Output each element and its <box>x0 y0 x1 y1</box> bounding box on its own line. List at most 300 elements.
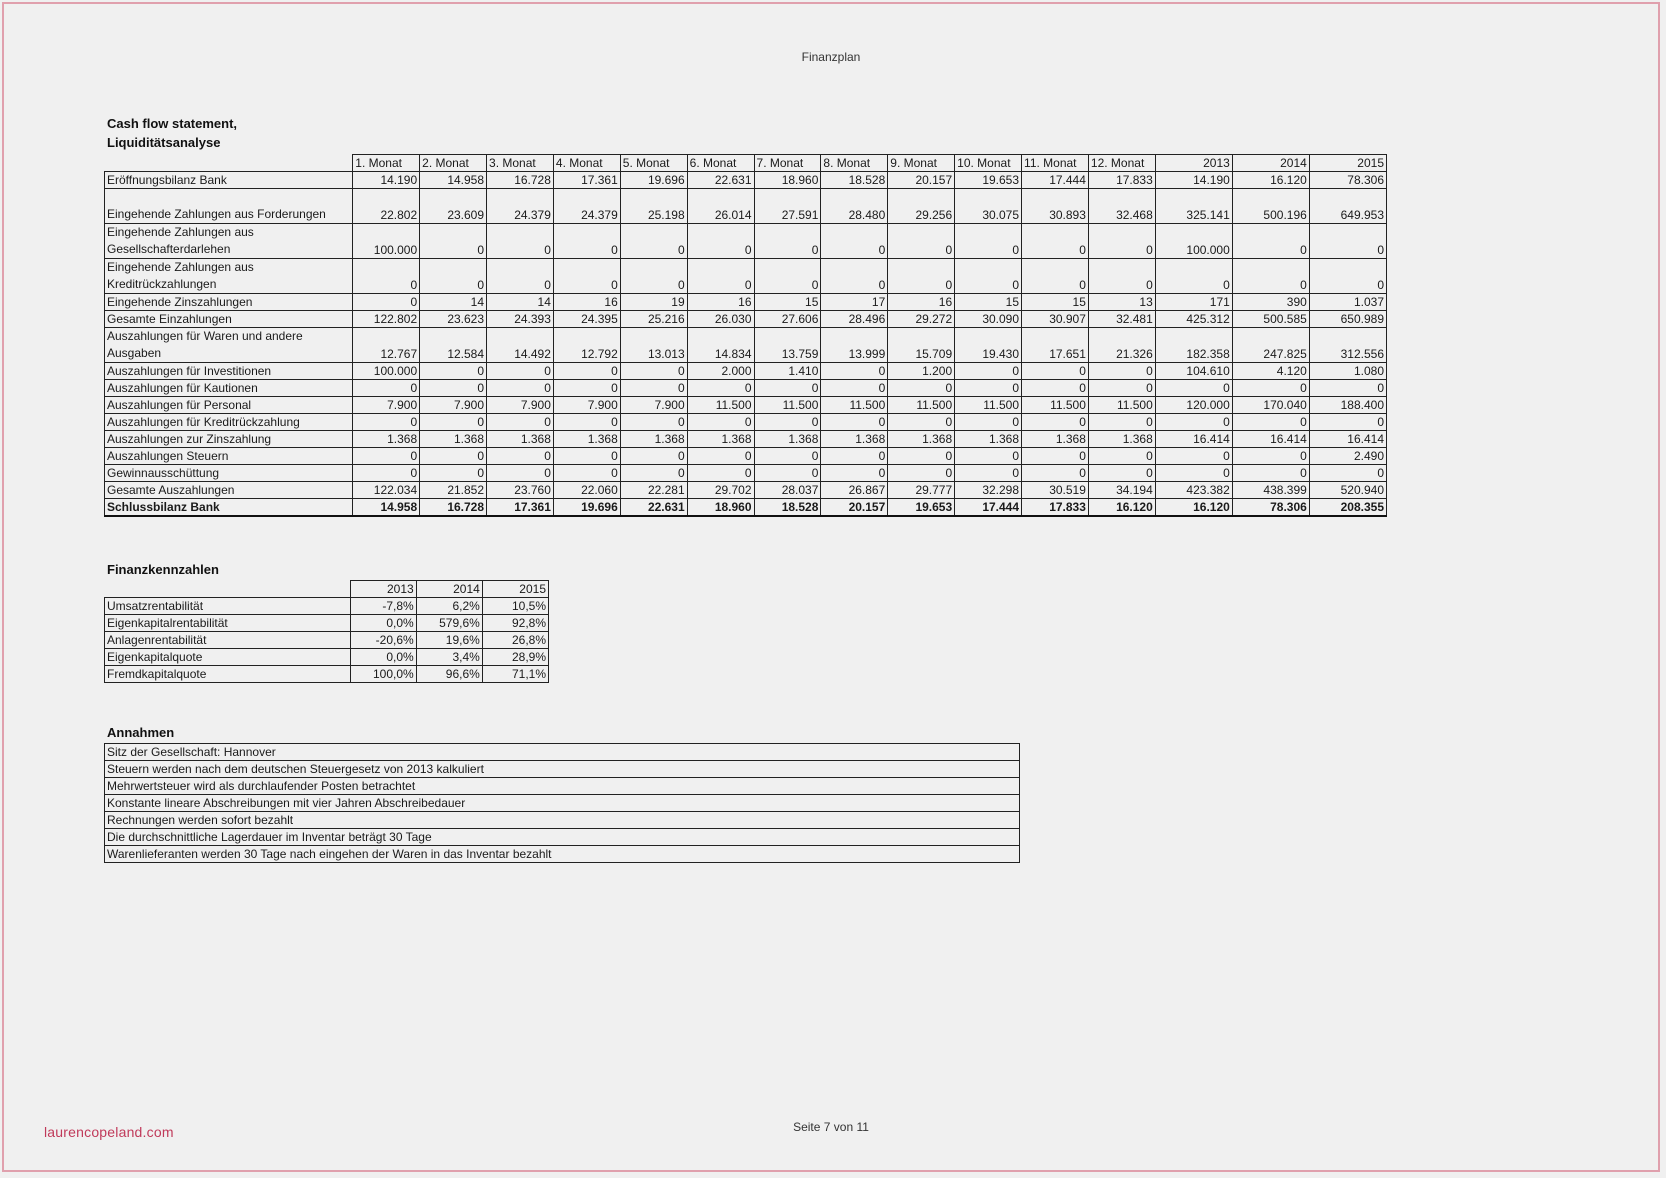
value-cell: 0 <box>1022 224 1089 259</box>
table-row <box>105 482 1387 499</box>
row-label: Auszahlungen für Investitionen <box>105 363 353 380</box>
value-cell: 11.500 <box>1088 397 1155 414</box>
value-cell: -20,6% <box>350 632 416 649</box>
value-cell: 0 <box>420 224 487 259</box>
table-row <box>105 189 1387 224</box>
cashflow-table <box>104 154 1387 517</box>
value-cell: 0 <box>888 380 955 397</box>
value-cell: 13.759 <box>754 328 821 363</box>
assumption-text: Sitz der Gesellschaft: Hannover <box>105 744 1020 761</box>
value-cell: 30.519 <box>1022 482 1089 499</box>
value-cell: 1.037 <box>1309 294 1386 311</box>
value-cell: 0 <box>487 380 554 397</box>
column-header: 2014 <box>416 581 482 598</box>
value-cell: 7.900 <box>487 397 554 414</box>
row-label: Gewinnausschüttung <box>105 465 353 482</box>
value-cell: 11.500 <box>888 397 955 414</box>
row-label: Gesamte Einzahlungen <box>105 311 353 328</box>
value-cell: 0 <box>1309 414 1386 431</box>
value-cell: 11.500 <box>955 397 1022 414</box>
value-cell: 34.194 <box>1088 482 1155 499</box>
value-cell: 17.833 <box>1022 499 1089 517</box>
value-cell: 26.014 <box>687 189 754 224</box>
value-cell: 0 <box>487 465 554 482</box>
value-cell: 0 <box>420 363 487 380</box>
table-row <box>105 397 1387 414</box>
value-cell: 0 <box>821 363 888 380</box>
assumption-text: Warenlieferanten werden 30 Tage nach eingehen der Waren in das Inventar bezahlt <box>105 846 1020 863</box>
row-label: Auszahlungen für Kautionen <box>105 380 353 397</box>
table-row <box>105 380 1387 397</box>
row-label: Eröffnungsbilanz Bank <box>105 172 353 189</box>
value-cell: 0 <box>1088 414 1155 431</box>
value-cell: 13 <box>1088 294 1155 311</box>
row-label: Auszahlungen für Waren und andere Ausgaben <box>105 328 353 363</box>
value-cell: 12.767 <box>353 328 420 363</box>
value-cell: 22.631 <box>687 172 754 189</box>
column-header: 5. Monat <box>620 155 687 172</box>
value-cell: 0 <box>821 259 888 294</box>
value-cell: 0 <box>353 380 420 397</box>
value-cell: 10,5% <box>482 598 548 615</box>
value-cell: 0 <box>1309 259 1386 294</box>
value-cell: 27.606 <box>754 311 821 328</box>
value-cell: 13.013 <box>620 328 687 363</box>
value-cell: 0 <box>1022 259 1089 294</box>
value-cell: 15.709 <box>888 328 955 363</box>
value-cell: 170.040 <box>1232 397 1309 414</box>
row-label: Umsatzrentabilität <box>105 598 351 615</box>
column-header: 2. Monat <box>420 155 487 172</box>
value-cell: 30.893 <box>1022 189 1089 224</box>
value-cell: 0 <box>687 465 754 482</box>
value-cell: 0 <box>1088 448 1155 465</box>
value-cell: 0 <box>620 414 687 431</box>
value-cell: 0 <box>955 259 1022 294</box>
value-cell: 0 <box>754 414 821 431</box>
table-row <box>105 259 1387 294</box>
value-cell: 96,6% <box>416 666 482 683</box>
value-cell: 0,0% <box>350 649 416 666</box>
value-cell: 0 <box>1232 224 1309 259</box>
table-row <box>105 172 1387 189</box>
table-row <box>105 431 1387 448</box>
value-cell: 23.609 <box>420 189 487 224</box>
value-cell: 423.382 <box>1155 482 1232 499</box>
value-cell: 15 <box>754 294 821 311</box>
table-row <box>105 499 1387 517</box>
value-cell: 182.358 <box>1155 328 1232 363</box>
value-cell: 78.306 <box>1309 172 1386 189</box>
value-cell: 17.361 <box>553 172 620 189</box>
list-item <box>105 795 1020 812</box>
value-cell: 0 <box>754 380 821 397</box>
value-cell: 24.393 <box>487 311 554 328</box>
value-cell: 0 <box>420 259 487 294</box>
kennzahlen-title: Finanzkennzahlen <box>107 562 219 577</box>
column-header: 6. Monat <box>687 155 754 172</box>
value-cell: 16.414 <box>1232 431 1309 448</box>
value-cell: 0 <box>487 363 554 380</box>
header-blank-cell <box>105 581 351 598</box>
value-cell: 11.500 <box>1022 397 1089 414</box>
value-cell: 16 <box>553 294 620 311</box>
value-cell: 0 <box>955 465 1022 482</box>
value-cell: 1.368 <box>420 431 487 448</box>
cashflow-title-line1: Cash flow statement, <box>107 116 238 131</box>
value-cell: 100,0% <box>350 666 416 683</box>
value-cell: 11.500 <box>754 397 821 414</box>
value-cell: 0 <box>687 448 754 465</box>
value-cell: 0 <box>888 224 955 259</box>
value-cell: 0 <box>955 414 1022 431</box>
value-cell: 500.196 <box>1232 189 1309 224</box>
value-cell: 0 <box>955 224 1022 259</box>
value-cell: 6,2% <box>416 598 482 615</box>
value-cell: 312.556 <box>1309 328 1386 363</box>
value-cell: 16.120 <box>1155 499 1232 517</box>
value-cell: 0 <box>1232 259 1309 294</box>
column-header: 9. Monat <box>888 155 955 172</box>
value-cell: 1.410 <box>754 363 821 380</box>
column-header: 2014 <box>1232 155 1309 172</box>
value-cell: 12.584 <box>420 328 487 363</box>
value-cell: 1.368 <box>888 431 955 448</box>
value-cell: 0 <box>888 414 955 431</box>
watermark: laurencopeland.com <box>44 1124 174 1140</box>
value-cell: 122.802 <box>353 311 420 328</box>
column-header: 2015 <box>1309 155 1386 172</box>
value-cell: 0 <box>420 380 487 397</box>
list-item <box>105 778 1020 795</box>
value-cell: 1.368 <box>821 431 888 448</box>
table-row <box>105 414 1387 431</box>
value-cell: 0 <box>1155 465 1232 482</box>
list-item <box>105 812 1020 829</box>
value-cell: 17.651 <box>1022 328 1089 363</box>
value-cell: 24.379 <box>487 189 554 224</box>
value-cell: 30.907 <box>1022 311 1089 328</box>
value-cell: 1.080 <box>1309 363 1386 380</box>
kennzahlen-table <box>104 580 549 683</box>
table-row <box>105 311 1387 328</box>
value-cell: 23.760 <box>487 482 554 499</box>
value-cell: 0 <box>553 380 620 397</box>
value-cell: 19.653 <box>888 499 955 517</box>
value-cell: 0 <box>955 380 1022 397</box>
value-cell: 16.728 <box>487 172 554 189</box>
column-header: 12. Monat <box>1088 155 1155 172</box>
value-cell: 0 <box>620 380 687 397</box>
value-cell: 19.696 <box>553 499 620 517</box>
value-cell: 0 <box>487 414 554 431</box>
row-label: Auszahlungen Steuern <box>105 448 353 465</box>
row-label: Auszahlungen für Personal <box>105 397 353 414</box>
value-cell: 19,6% <box>416 632 482 649</box>
column-header: 7. Monat <box>754 155 821 172</box>
assumption-text: Steuern werden nach dem deutschen Steuergesetz von 2013 kalkuliert <box>105 761 1020 778</box>
value-cell: 0 <box>1088 363 1155 380</box>
value-cell: 14 <box>420 294 487 311</box>
value-cell: 0 <box>888 465 955 482</box>
annahmen-table <box>104 743 1020 863</box>
assumption-text: Die durchschnittliche Lagerdauer im Inventar beträgt 30 Tage <box>105 829 1020 846</box>
value-cell: 0 <box>487 224 554 259</box>
value-cell: 0 <box>420 448 487 465</box>
page-footer: Seite 7 von 11 <box>793 1120 869 1134</box>
value-cell: 1.368 <box>487 431 554 448</box>
value-cell: 14 <box>487 294 554 311</box>
value-cell: 0 <box>1088 259 1155 294</box>
value-cell: 0 <box>620 259 687 294</box>
value-cell: 0 <box>1232 414 1309 431</box>
cashflow-title-line2: Liquiditätsanalyse <box>107 135 221 150</box>
list-item <box>105 829 1020 846</box>
table-row <box>105 666 549 683</box>
value-cell: 27.591 <box>754 189 821 224</box>
row-label: Eingehende Zahlungen aus Gesellschafterdarlehen <box>105 224 353 259</box>
value-cell: 14.958 <box>353 499 420 517</box>
value-cell: 171 <box>1155 294 1232 311</box>
value-cell: 19 <box>620 294 687 311</box>
value-cell: 18.960 <box>754 172 821 189</box>
value-cell: 26.867 <box>821 482 888 499</box>
value-cell: 11.500 <box>821 397 888 414</box>
value-cell: 22.281 <box>620 482 687 499</box>
value-cell: 30.090 <box>955 311 1022 328</box>
row-label: Eigenkapitalquote <box>105 649 351 666</box>
value-cell: 17 <box>821 294 888 311</box>
value-cell: 1.368 <box>1022 431 1089 448</box>
value-cell: 18.960 <box>687 499 754 517</box>
value-cell: 78.306 <box>1232 499 1309 517</box>
value-cell: 0 <box>1309 224 1386 259</box>
value-cell: 16.414 <box>1155 431 1232 448</box>
value-cell: 24.395 <box>553 311 620 328</box>
value-cell: 122.034 <box>353 482 420 499</box>
value-cell: 7.900 <box>553 397 620 414</box>
column-header: 2015 <box>482 581 548 598</box>
value-cell: 15 <box>955 294 1022 311</box>
value-cell: 0 <box>420 414 487 431</box>
table-row <box>105 598 549 615</box>
value-cell: 0 <box>1155 380 1232 397</box>
value-cell: 16.414 <box>1309 431 1386 448</box>
value-cell: 0 <box>821 448 888 465</box>
value-cell: 0 <box>821 380 888 397</box>
value-cell: 325.141 <box>1155 189 1232 224</box>
value-cell: 4.120 <box>1232 363 1309 380</box>
value-cell: 0 <box>1232 380 1309 397</box>
value-cell: 650.989 <box>1309 311 1386 328</box>
table-row <box>105 448 1387 465</box>
table-row <box>105 632 549 649</box>
column-header: 11. Monat <box>1022 155 1089 172</box>
value-cell: 0 <box>955 448 1022 465</box>
value-cell: 22.802 <box>353 189 420 224</box>
value-cell: 28.037 <box>754 482 821 499</box>
table-row <box>105 328 1387 363</box>
value-cell: 0 <box>1155 448 1232 465</box>
value-cell: 16.120 <box>1232 172 1309 189</box>
row-label: Eingehende Zinszahlungen <box>105 294 353 311</box>
value-cell: 18.528 <box>821 172 888 189</box>
row-label: Schlussbilanz Bank <box>105 499 353 517</box>
value-cell: 14.190 <box>1155 172 1232 189</box>
value-cell: 0 <box>888 259 955 294</box>
value-cell: 19.430 <box>955 328 1022 363</box>
assumption-text: Rechnungen werden sofort bezahlt <box>105 812 1020 829</box>
value-cell: 0 <box>353 465 420 482</box>
value-cell: 29.702 <box>687 482 754 499</box>
value-cell: 649.953 <box>1309 189 1386 224</box>
value-cell: 29.256 <box>888 189 955 224</box>
list-item <box>105 846 1020 863</box>
value-cell: 14.190 <box>353 172 420 189</box>
row-label: Auszahlungen zur Zinszahlung <box>105 431 353 448</box>
value-cell: 188.400 <box>1309 397 1386 414</box>
value-cell: 32.481 <box>1088 311 1155 328</box>
value-cell: 14.492 <box>487 328 554 363</box>
value-cell: 17.361 <box>487 499 554 517</box>
value-cell: 0 <box>1088 380 1155 397</box>
value-cell: 1.368 <box>353 431 420 448</box>
value-cell: 17.444 <box>1022 172 1089 189</box>
row-label: Gesamte Auszahlungen <box>105 482 353 499</box>
value-cell: 0 <box>754 224 821 259</box>
value-cell: 0 <box>553 363 620 380</box>
value-cell: 208.355 <box>1309 499 1386 517</box>
annahmen-title: Annahmen <box>107 725 175 740</box>
value-cell: 32.468 <box>1088 189 1155 224</box>
table-row <box>105 294 1387 311</box>
value-cell: 0 <box>620 363 687 380</box>
row-label: Eingehende Zahlungen aus Forderungen <box>105 189 353 224</box>
value-cell: 579,6% <box>416 615 482 632</box>
value-cell: 2.000 <box>687 363 754 380</box>
value-cell: 28.480 <box>821 189 888 224</box>
value-cell: 520.940 <box>1309 482 1386 499</box>
value-cell: 0 <box>620 448 687 465</box>
value-cell: 100.000 <box>353 363 420 380</box>
value-cell: 16.120 <box>1088 499 1155 517</box>
value-cell: 0 <box>687 224 754 259</box>
column-header: 10. Monat <box>955 155 1022 172</box>
value-cell: 0 <box>1155 259 1232 294</box>
value-cell: 438.399 <box>1232 482 1309 499</box>
value-cell: 14.958 <box>420 172 487 189</box>
value-cell: 0 <box>888 448 955 465</box>
value-cell: 0 <box>353 414 420 431</box>
table-row <box>105 615 549 632</box>
value-cell: 0 <box>1022 363 1089 380</box>
value-cell: 23.623 <box>420 311 487 328</box>
table-row <box>105 465 1387 482</box>
value-cell: 1.368 <box>1088 431 1155 448</box>
value-cell: 0 <box>553 259 620 294</box>
value-cell: 19.653 <box>955 172 1022 189</box>
value-cell: 0 <box>1022 448 1089 465</box>
value-cell: 22.631 <box>620 499 687 517</box>
value-cell: 0 <box>821 414 888 431</box>
value-cell: 0 <box>620 224 687 259</box>
row-label: Auszahlungen für Kreditrückzahlung <box>105 414 353 431</box>
value-cell: 0 <box>687 414 754 431</box>
value-cell: 16 <box>888 294 955 311</box>
value-cell: 0 <box>487 448 554 465</box>
value-cell: 0 <box>1232 465 1309 482</box>
value-cell: 25.198 <box>620 189 687 224</box>
value-cell: 0 <box>1022 465 1089 482</box>
value-cell: 1.368 <box>687 431 754 448</box>
value-cell: 0 <box>420 465 487 482</box>
value-cell: 0 <box>1022 414 1089 431</box>
value-cell: 0 <box>553 465 620 482</box>
value-cell: 1.368 <box>553 431 620 448</box>
row-label: Anlagenrentabilität <box>105 632 351 649</box>
value-cell: 0 <box>1309 380 1386 397</box>
value-cell: 0 <box>821 224 888 259</box>
table-row <box>105 363 1387 380</box>
value-cell: 0 <box>353 259 420 294</box>
value-cell: 3,4% <box>416 649 482 666</box>
cashflow-header-row <box>105 155 1387 172</box>
value-cell: 17.833 <box>1088 172 1155 189</box>
value-cell: 0 <box>687 259 754 294</box>
value-cell: 0 <box>821 465 888 482</box>
value-cell: 0 <box>353 294 420 311</box>
value-cell: 29.272 <box>888 311 955 328</box>
value-cell: 29.777 <box>888 482 955 499</box>
value-cell: 28,9% <box>482 649 548 666</box>
value-cell: 7.900 <box>620 397 687 414</box>
document-page <box>2 2 1660 1172</box>
column-header: 3. Monat <box>487 155 554 172</box>
value-cell: 21.326 <box>1088 328 1155 363</box>
row-label: Fremdkapitalquote <box>105 666 351 683</box>
value-cell: 11.500 <box>687 397 754 414</box>
value-cell: 390 <box>1232 294 1309 311</box>
column-header: 2013 <box>1155 155 1232 172</box>
value-cell: 20.157 <box>821 499 888 517</box>
value-cell: 32.298 <box>955 482 1022 499</box>
row-label: Eigenkapitalrentabilität <box>105 615 351 632</box>
assumption-text: Konstante lineare Abschreibungen mit vier Jahren Abschreibedauer <box>105 795 1020 812</box>
value-cell: 92,8% <box>482 615 548 632</box>
value-cell: 7.900 <box>353 397 420 414</box>
value-cell: 19.696 <box>620 172 687 189</box>
value-cell: 1.368 <box>955 431 1022 448</box>
column-header: 8. Monat <box>821 155 888 172</box>
value-cell: 28.496 <box>821 311 888 328</box>
value-cell: -7,8% <box>350 598 416 615</box>
value-cell: 21.852 <box>420 482 487 499</box>
value-cell: 18.528 <box>754 499 821 517</box>
value-cell: 0 <box>1022 380 1089 397</box>
value-cell: 0 <box>620 465 687 482</box>
value-cell: 1.200 <box>888 363 955 380</box>
column-header: 1. Monat <box>353 155 420 172</box>
column-header: 4. Monat <box>553 155 620 172</box>
value-cell: 247.825 <box>1232 328 1309 363</box>
value-cell: 2.490 <box>1309 448 1386 465</box>
value-cell: 0 <box>754 448 821 465</box>
value-cell: 500.585 <box>1232 311 1309 328</box>
value-cell: 120.000 <box>1155 397 1232 414</box>
kennzahlen-header-row <box>105 581 549 598</box>
value-cell: 0 <box>754 259 821 294</box>
value-cell: 30.075 <box>955 189 1022 224</box>
